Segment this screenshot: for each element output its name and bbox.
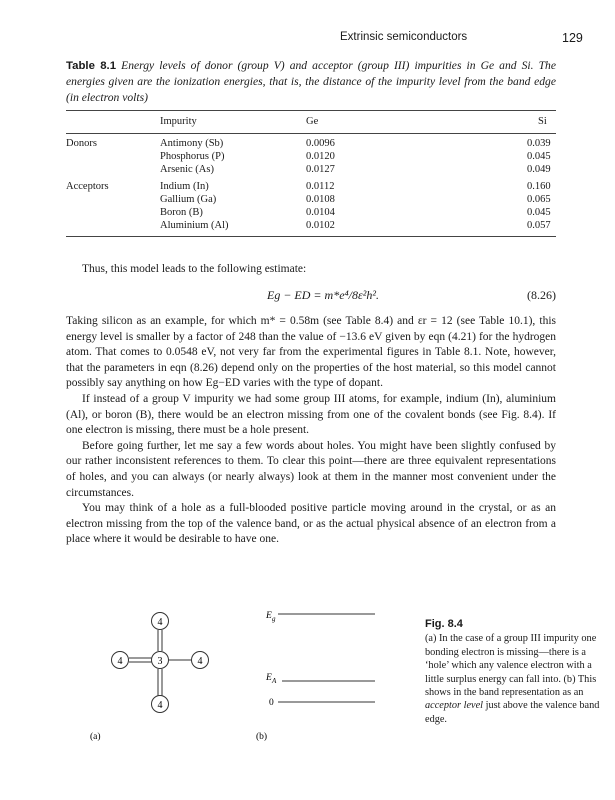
page-number: 129 [562,31,583,45]
table-cell: 0.0096 [306,138,335,149]
table-header-rule [66,133,556,134]
paragraph: Before going further, let me say a few words about holes. You might have been slightly confused by our rather inconsistent references to them. To clear this point—there are three equivalent representations of holes, and you can always (or nearly always) look at them in the manner most convenient under the circumstances. [66,439,556,499]
running-title: Extrinsic semiconductors [340,31,468,43]
table-cell: 0.0120 [306,151,335,162]
atom-center-label: 3 [157,656,163,667]
ea-label: E [266,673,272,683]
table-cell: 0.049 [527,164,551,175]
atom-bottom-label: 4 [157,700,163,711]
table-cell: 0.065 [527,194,551,205]
table-cell: 0.0108 [306,194,335,205]
paragraph: You may think of a hole as a full-blooded positive particle moving around in the crystal, or as an electron missing from the top of the valence band, or as the actual physical absence of an electron from a place where it would be desirable to have one. [66,502,556,546]
table-top-rule [66,110,556,111]
group-label-acceptors: Acceptors [66,181,109,192]
col-header-impurity: Impurity [160,116,197,127]
table-cell: 0.0127 [306,164,335,175]
equation-8-26 [66,288,556,308]
intro-text: Thus, this model leads to the following estimate: [82,263,307,275]
table-cell: 0.0102 [306,220,335,231]
table-cell: Antimony (Sb) [160,138,224,149]
panel-a-tag: (a) [90,732,101,742]
group-label-donors: Donors [66,138,97,149]
table-caption [66,58,556,105]
figure-8-4 [70,606,400,756]
figure-label: Fig. 8.4 [425,618,463,630]
table-cell: 0.0112 [306,181,335,192]
table-cell: 0.039 [527,138,551,149]
table-label: Table 8.1 [66,60,117,72]
intro-paragraph [66,262,556,278]
table-cell: Arsenic (As) [160,164,214,175]
panel-b-band-diagram [256,611,375,742]
paragraph: If instead of a group V impurity we had some group III atoms, for example, indium (In), aluminium (Al), or boron (B), there would be an electron missing from one of the covalent bonds (see Fig. 8.4). If one electron is missing, there must be a hole present. [66,392,556,437]
atom-left-label: 4 [117,656,123,667]
table-cell: 0.0104 [306,207,335,218]
main-text [66,314,556,548]
panel-a-bond-diagram [90,613,209,743]
equation-number: (8.26) [527,288,556,302]
figure-caption-emphasis: acceptor level [425,700,484,712]
col-header-ge: Ge [306,116,319,127]
table-cell: Aluminium (Al) [160,220,229,231]
table-cell: Indium (In) [160,181,209,192]
zero-label: 0 [269,698,274,708]
ea-subscript: A [272,677,277,685]
table-caption-text: Energy levels of donor (group V) and acceptor (group III) impurities in Ge and Si. The energies given are the ionization energies, that is, the distance of the impurity level from the band edge (in electron volts) [66,59,556,104]
table-cell: 0.057 [527,220,551,231]
figure-caption-text-end: just above the valence band edge. [425,700,600,725]
col-header-si: Si [538,116,547,127]
table-cell: 0.045 [527,207,551,218]
table-cell: 0.160 [527,181,551,192]
paragraph: Taking silicon as an example, for which m* = 0.58m (see Table 8.4) and εr = 12 (see Table 10.1), this energy level is smaller by a factor of 248 than the value of −13.6 eV given by eqn (4.21) for the hydrogen atom. That comes to 0.0548 eV, not very far from the experimental figures in Table 8.1. Note, however, that the parameters in eqn (8.26) depend only on the properties of the host material, so this model cannot possibly say anything on how Eg−ED varies with the type of dopant. [66,315,556,390]
eg-label: E [266,611,272,621]
figure-caption [425,618,603,726]
table-bottom-rule [66,236,556,237]
atom-top-label: 4 [157,617,163,628]
panel-b-tag: (b) [256,732,268,742]
table-cell: Phosphorus (P) [160,151,225,162]
figure-caption-text: (a) In the case of a group III impurity one bonding electron is missing—there is a ‘hole’ which any valence electron with a little surplus energy can fall into. (b) This shows in the band representation as an [425,633,597,699]
table-cell: Gallium (Ga) [160,194,217,205]
equation-formula: Eg − ED = m*e⁴/8ε²h². [267,288,379,302]
eg-subscript: g [272,615,276,623]
table-cell: Boron (B) [160,207,203,218]
table-cell: 0.045 [527,151,551,162]
atom-right-label: 4 [197,656,203,667]
